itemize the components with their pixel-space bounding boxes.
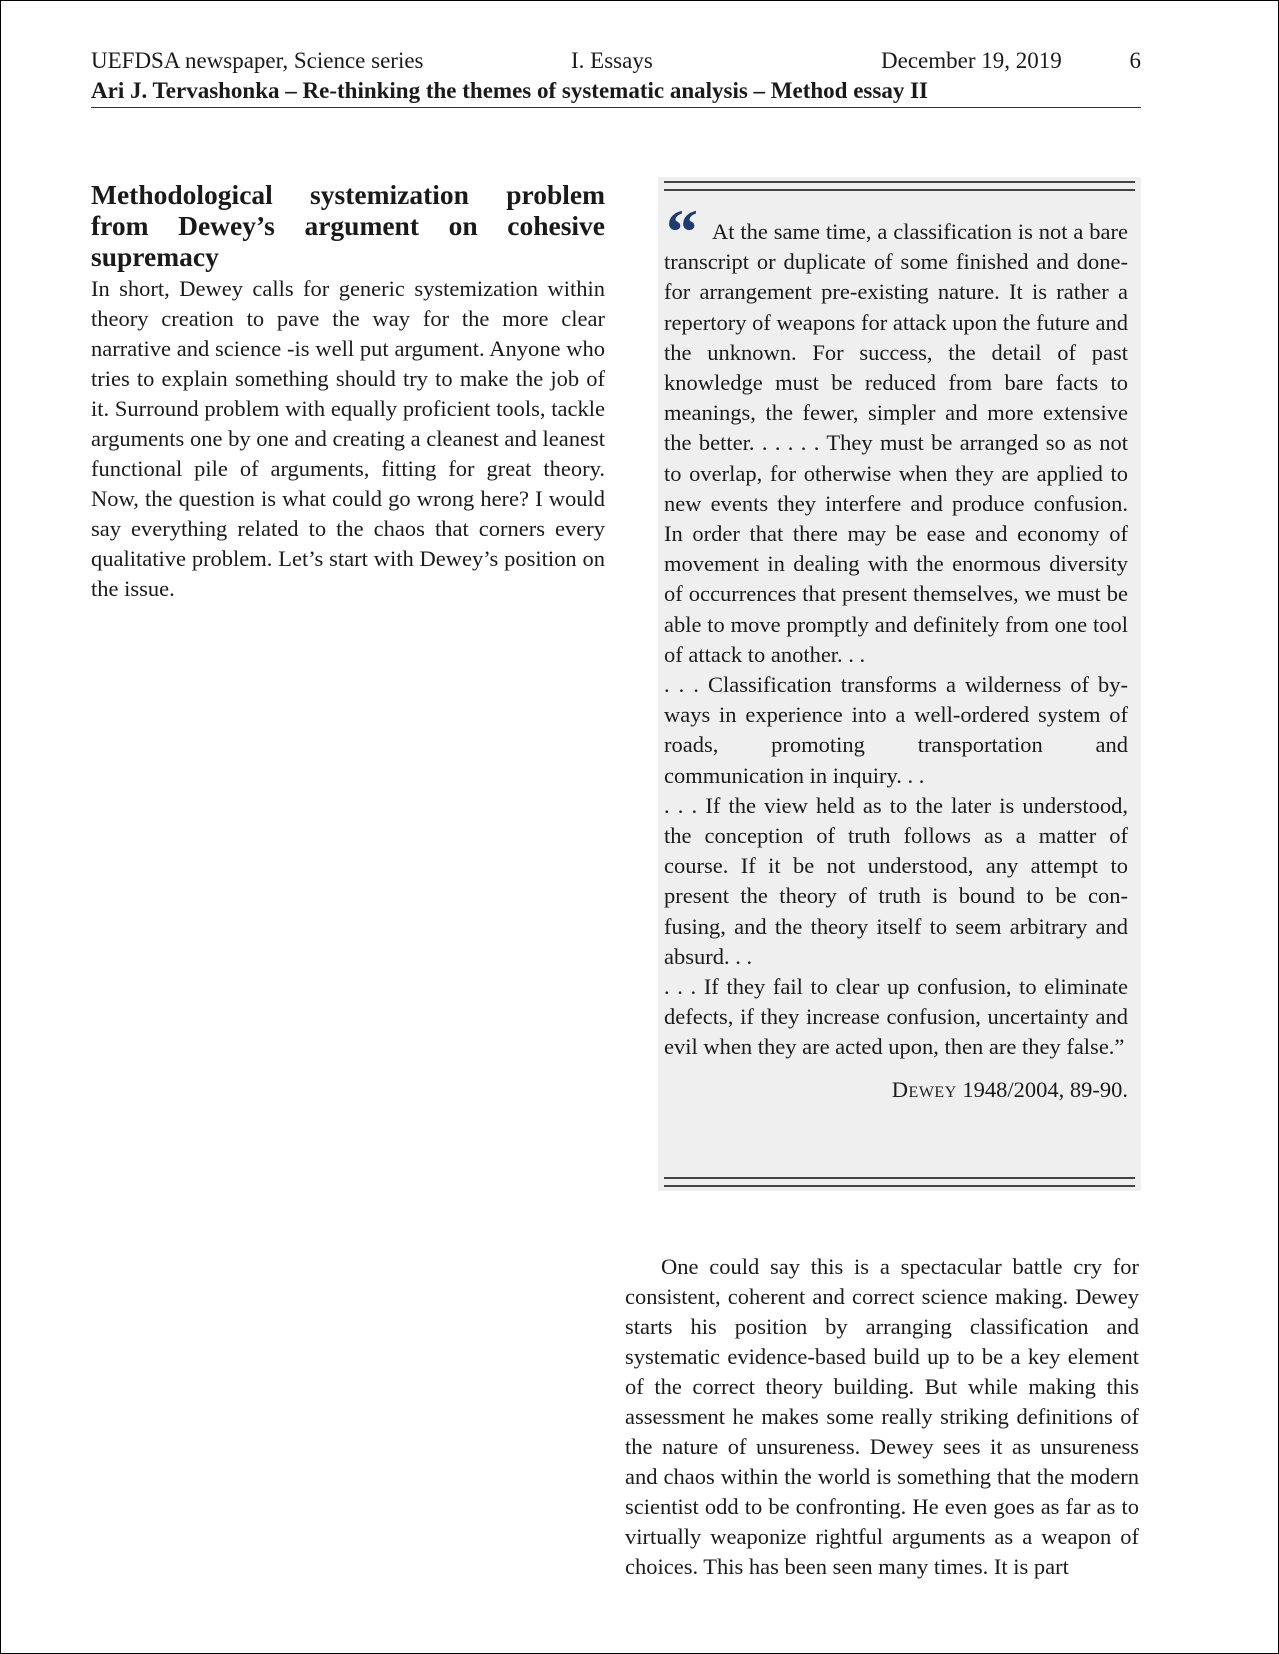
header-article-title: Ari J. Tervashonka – Re-thinking the themes of systematic analysis – Method essay II (91, 78, 928, 103)
right-column (625, 1252, 1139, 1582)
left-column (91, 179, 605, 604)
header-section: I. Essays (571, 48, 653, 73)
quote-top-rule (664, 181, 1135, 191)
quote-bottom-rule (664, 1177, 1135, 1187)
header-row (91, 47, 1141, 77)
commentary-paragraph: One could say this is a spectacular battle cry for consistent, coherent and correct science making. Dewey starts his position by arranging classification and systematic evidence-based build up to be a key element of the correct theory building. But while making this assessment he makes some really striking definitions of the nature of unsureness. Dewey sees it as unsureness and chaos within the world is something that the modern scientist odd to be confronting. He even goes as far as to virtually weaponize rightful arguments as a weapon of choices. This has been seen many times. It is part (625, 1254, 1139, 1579)
quote-paragraph-3: . . . If the view held as to the later is understood, the conception of truth follows as a matter of course. If it be not understood, any attempt to present the theory of truth is bound to be confusing, and the theory itself to seem arbitrary and absurd. . . (664, 792, 1128, 969)
section-heading: Methodological systemization problem from Dewey’s argument on cohesive supremacy (91, 179, 605, 272)
block-quote (658, 177, 1141, 1191)
running-header (91, 47, 1141, 105)
citation-year-pages: 1948/2004, 89-90. (956, 1076, 1128, 1102)
quote-paragraph-1 (664, 196, 1128, 670)
header-paper-name: UEFDSA newspaper, Science series (91, 48, 424, 73)
quote-paragraph-4: . . . If they fail to clear up confusion, to eliminate defects, if they increase confusion, uncertainty and evil when they are acted upon, then are they false.” (664, 974, 1128, 1060)
citation-author: Dewey (891, 1076, 957, 1102)
quote-paragraph-2: . . . Classification transforms a wilderness of by-ways in experience into a well-ordered system of roads, promoting transportation and communication in inquiry. . . (664, 672, 1128, 788)
header-rule (91, 107, 1141, 108)
header-date: December 19, 2019 (881, 48, 1062, 73)
intro-paragraph: In short, Dewey calls for generic systemization within theory creation to pave the way for the more clear narrative and science -is well put argument. Anyone who tries to explain something should try to make the job of it. Surround problem with equally proficient tools, tackle arguments one by one and creating a cleanest and leanest functional pile of arguments, fitting for great theory. Now, the question is what could go wrong here? I would say everything related to the chaos that corners every qualitative problem. Let’s start with Dewey’s position on the issue. (91, 276, 605, 601)
header-page-number: 6 (1129, 48, 1141, 73)
quote-citation (664, 1075, 1128, 1105)
quote-paragraph-1-text: At the same time, a classification is not a bare transcript or duplicate of some finished and done-for arrangement pre-existing nature. It is rather a repertory of weapons for attack upon the future and the unknown. For success, the detail of past knowledge must be reduced from bare facts to meanings, the fewer, simpler and more extensive the better. . . . . . They must be arranged so as not to overlap, for otherwise when they are applied to new events they interfere and produce confusion. In order that there may be ease and economy of movement in dealing with the enormous diversity of occurrences that present themselves, we must be able to move promptly and definitely from one tool of attack to another. . . (664, 219, 1128, 667)
open-quote-icon: “ (666, 196, 698, 267)
quote-content (664, 196, 1128, 1105)
